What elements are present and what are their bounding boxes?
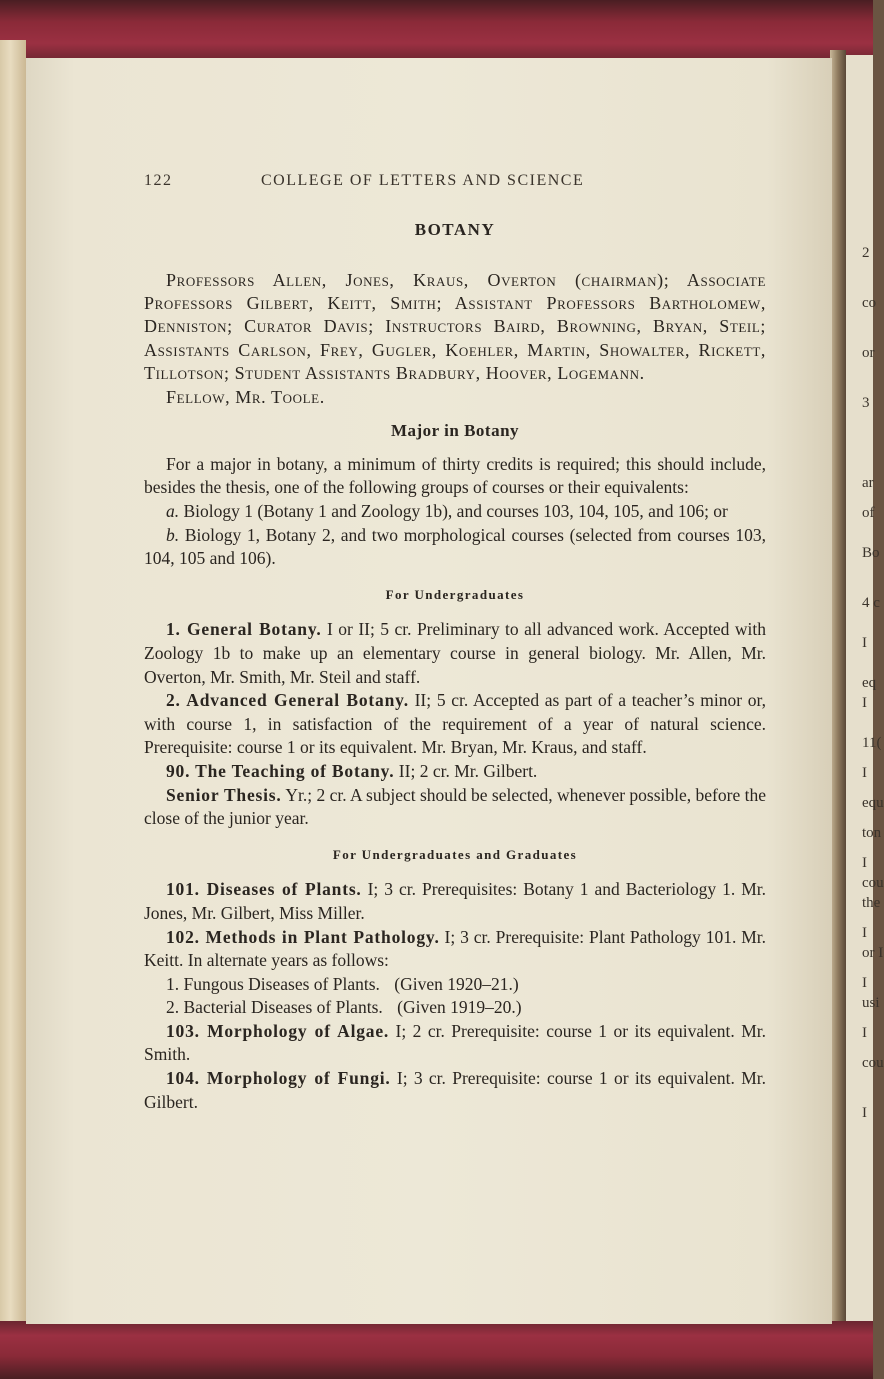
course-description: II; 2 cr. Mr. Gilbert.	[398, 760, 538, 781]
facing-page-fragment: I	[862, 695, 867, 711]
major-option-a	[144, 500, 766, 524]
course-description: I; 3 cr. Prerequisite: Plant Pathology 101. Mr. Keitt. In alternate years as follows:	[144, 926, 767, 971]
facing-page-fragment: or I	[862, 945, 884, 961]
course-title: 101. Diseases of Plants.	[166, 879, 362, 900]
major-intro: For a major in botany, a minimum of thirty credits is required; this should include, besides the thesis, one of the following groups of courses or their equivalents:	[144, 453, 766, 498]
page-number: 122	[144, 172, 173, 189]
major-option-b	[144, 524, 766, 571]
facing-page-fragment: I	[862, 1105, 867, 1121]
major-heading: Major in Botany	[390, 421, 520, 441]
facing-page-edge	[846, 55, 884, 1335]
course-description: I or II; 5 cr. Preliminary to all advanced work. Accepted with Zoology 1b to make up an elementary course in general biology. Mr. Allen, Mr. Overton, Mr. Smith, Mr. Steil and staff.	[144, 619, 766, 687]
course-entry	[144, 1067, 766, 1114]
facing-page-fragment: I	[862, 925, 867, 941]
option-text: Biology 1 (Botany 1 and Zoology 1b), and courses 103, 104, 105, and 106; or	[183, 501, 728, 521]
staff-list: Professors Allen, Jones, Kraus, Overton (chairman); Associate Professors Gilbert, Keitt, Smith; Assistant Professors Bartholomew, Denniston; Curator Davis; Instructors Baird, Browning, Bryan, Steil; Assistants Carlson, Frey, Gugler, Koehler, Martin, Showalter, Rickett, Tillotson; Student Assistants Bradbury, Hoover, Logemann.	[144, 269, 766, 384]
course-description: Yr.; 2 cr. A subject should be selected, whenever possible, before the close of the junior year.	[144, 784, 766, 829]
course-entry	[144, 618, 766, 689]
course-entry	[144, 1020, 766, 1067]
facing-page-fragment: 11(	[862, 735, 882, 751]
facing-page-fragment: equ	[862, 795, 884, 811]
option-label: a.	[166, 501, 180, 521]
running-title: COLLEGE OF LETTERS AND SCIENCE	[261, 172, 585, 189]
course-entry	[144, 878, 766, 925]
alternate-given: (Given 1920–21.)	[394, 973, 519, 994]
facing-page-fragment: of	[862, 505, 875, 521]
facing-page-fragment: I	[862, 635, 867, 651]
course-title: 102. Methods in Plant Pathology.	[166, 926, 440, 947]
alternate-name: 1. Fungous Diseases of Plants.	[166, 973, 380, 994]
facing-page-fragment: or	[862, 345, 875, 361]
course-title: 90. The Teaching of Botany.	[166, 760, 395, 781]
fellow-line: Fellow, Mr. Toole.	[166, 386, 325, 407]
department-title: BOTANY	[414, 220, 496, 239]
course-description: I; 2 cr. Prerequisite: course 1 or its equivalent. Mr. Smith.	[144, 1020, 766, 1065]
course-entry	[144, 926, 766, 973]
book-page-edges	[0, 40, 26, 1340]
facing-page-fragment: I	[862, 765, 867, 781]
facing-page-fragment: eq	[862, 675, 877, 691]
facing-page-fragment: I	[862, 975, 867, 991]
facing-page-fragment: 3	[862, 395, 870, 411]
facing-page-fragment: ar	[862, 475, 874, 491]
facing-page-fragment: 4 c	[862, 595, 880, 611]
course-entry	[144, 689, 766, 760]
course-title: 2. Advanced General Botany.	[166, 690, 409, 711]
undergraduates-heading: For Undergraduates	[385, 586, 525, 602]
page-body	[144, 218, 766, 1114]
course-title: 103. Morphology of Algae.	[166, 1020, 390, 1041]
facing-page-fragment: the	[862, 895, 881, 911]
alternate-given: (Given 1919–20.)	[397, 997, 522, 1018]
course-title: Senior Thesis.	[166, 784, 282, 805]
facing-page-fragment: cou	[862, 875, 884, 891]
facing-page-fragment: 2	[862, 245, 870, 261]
course-entry	[144, 784, 766, 831]
book-gutter	[830, 50, 846, 1340]
book-cover-bottom	[0, 1321, 873, 1379]
facing-page-fragment: Bo	[862, 545, 880, 561]
book-cover-top	[0, 0, 873, 62]
alternate-year-item	[144, 996, 766, 1020]
course-description: I; 3 cr. Prerequisite: course 1 or its equivalent. Mr. Gilbert.	[144, 1068, 766, 1112]
course-entry	[144, 760, 766, 784]
facing-page-fragment: cou	[862, 1055, 884, 1071]
course-description: II; 5 cr. Accepted as part of a teacher’s minor or, with course 1, in satisfaction of the requirement of a year of natural science. Prerequisite: course 1 or its equivalent. Mr. Bryan, Mr. Kraus, and staff.	[144, 690, 767, 758]
option-text: Biology 1, Botany 2, and two morphological courses (selected from courses 103, 104, 105 and 106).	[144, 524, 766, 569]
option-label: b.	[166, 524, 180, 545]
facing-page-fragment: ton	[862, 825, 882, 841]
book-page	[26, 58, 832, 1324]
alternate-name: 2. Bacterial Diseases of Plants.	[166, 997, 383, 1018]
facing-page-fragment: I	[862, 855, 867, 871]
alternate-year-item	[144, 973, 766, 997]
graduates-heading: For Undergraduates and Graduates	[332, 846, 578, 862]
facing-page-fragment: co	[862, 295, 877, 311]
course-title: 1. General Botany.	[166, 619, 322, 640]
facing-page-fragment: usi	[862, 995, 880, 1011]
course-description: I; 3 cr. Prerequisites: Botany 1 and Bacteriology 1. Mr. Jones, Mr. Gilbert, Miss Miller.	[144, 879, 766, 923]
course-title: 104. Morphology of Fungi.	[166, 1068, 391, 1089]
facing-page-fragment: I	[862, 1025, 867, 1041]
